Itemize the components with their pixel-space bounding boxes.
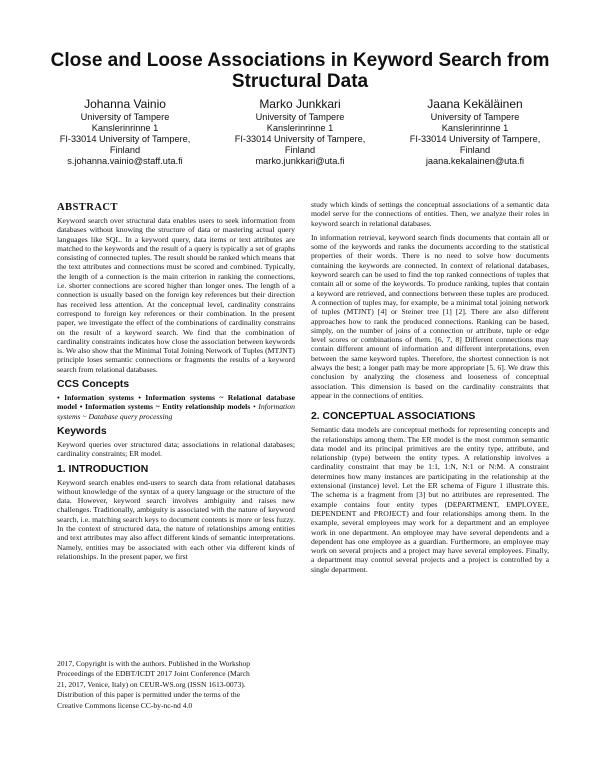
author-2 bbox=[215, 97, 385, 167]
copyright-line: 21, 2017, Venice, Italy) on CEUR-WS.org (ISSN 1613-0073). bbox=[57, 679, 246, 689]
author-email: jaana.kekalainen@uta.fi bbox=[425, 156, 525, 166]
author-3 bbox=[390, 97, 560, 167]
author-city: FI-33014 University of Tampere, bbox=[409, 134, 541, 144]
ccs-item: • Information systems ~ Relational database model bbox=[57, 393, 295, 412]
ccs-concepts bbox=[57, 393, 295, 421]
author-1 bbox=[40, 97, 210, 167]
author-affiliation: University of Tampere bbox=[80, 112, 170, 122]
author-name: Johanna Vainio bbox=[84, 97, 166, 111]
ccs-item: • Information systems bbox=[57, 393, 134, 403]
copyright-line: Proceedings of the EDBT/ICDT 2017 Joint Conference (March bbox=[57, 669, 250, 679]
author-name: Marko Junkkari bbox=[259, 97, 341, 111]
author-street: Kanslerinrinne 1 bbox=[441, 123, 509, 133]
copyright-line: Creative Commons license CC-by-nc-nd 4.0 bbox=[57, 700, 193, 710]
author-affiliation: University of Tampere bbox=[255, 112, 345, 122]
copyright-line: Distribution of this paper is permitted under the terms of the bbox=[57, 690, 241, 700]
author-country: Finland bbox=[109, 145, 141, 155]
keywords-text: Keyword queries over structured data; associations in relational databases; cardinality constraints; ER model. bbox=[57, 439, 295, 459]
conceptual-associations-text: Semantic data models are conceptual methods for representing concepts and the relationships among them. The ER model is the most common semantic data model and its principal primitives are the entity type, attribute, and relationship (type) between the entity types. A relationship involves a cardinality constraint that may be 1:1, 1:N, N:1 or N:M. A constraint determines how many instances are participating in the relationship at the extensional (instance) level. Let the ER schema of Figure 1 illustrate this. The schema is a fragment from [3] but no attributes are represented. The example contains four entity types (DEPARTMENT, EMPLOYEE, DEPENDENT and PROJECT) and four relationships among them. In the example, several employees may work for a department and an employee work in one department. An employee may have several dependents and a dependent has one employee as a guardian. Furthermore, an employee may work on several projects and a project may have several employees. Finally, a department may control several projects and a project is controlled by a single department. bbox=[311, 425, 549, 574]
ccs-item: • Information systems ~ Database query processing bbox=[57, 402, 295, 421]
conceptual-associations-heading: 2. CONCEPTUAL ASSOCIATIONS bbox=[311, 411, 476, 423]
intro-paragraph-2: In information retrieval, keyword search finds documents that contain all or some of the keywords and ranks the documents according to the statistical properties of their words. There is no need to solve how documents containing the keywords are connected. In context of relational databases, keyword search can be used to find the top ranked connections of tuples that contain all or some of the keywords. To produce ranking, tuples that contain a keyword are retrieved, and connections between these tuples are produced. A connection of tuples may, for example, be a minimal total joining network of tuples (MTJNT) [4] or Steiner tree [1] [2]. There are also different approaches how to rank the produced connections. Ranking can be based, simply, on the number of joins of a connection or attribute, tuple or edge level scores or combinations of them. [6, 7, 8] Different connections may contain different amount of information and different interpretations, even between the same keyword tuples. Therefore, the shortest connection is not always the best; a longer path may be more appropriate [5, 6]. We draw this conclusion by analyzing the closeness and looseness of conceptual association. This dimension is based on the cardinality constraints that appear in the connections of entities. bbox=[311, 232, 549, 400]
author-affiliation: University of Tampere bbox=[430, 112, 520, 122]
left-column bbox=[57, 202, 295, 566]
ccs-heading: CCS Concepts bbox=[57, 379, 130, 391]
author-name: Jaana Kekäläinen bbox=[427, 97, 523, 111]
author-block bbox=[40, 97, 560, 167]
abstract-heading: ABSTRACT bbox=[57, 202, 118, 213]
ccs-item: • Information systems ~ Entity relationship models bbox=[79, 402, 251, 412]
introduction-heading: 1. INTRODUCTION bbox=[57, 463, 149, 475]
author-street: Kanslerinrinne 1 bbox=[266, 123, 334, 133]
author-email: s.johanna.vainio@staff.uta.fi bbox=[67, 156, 183, 166]
author-email: marko.junkkari@uta.fi bbox=[255, 156, 345, 166]
intro-continued-text: study which kinds of settings the conceptual associations of a semantic data model serve for the connections of entities. Then, we analyze their roles in keyword search in relational databases. bbox=[311, 200, 549, 228]
copyright-notice bbox=[57, 659, 295, 711]
author-city: FI-33014 University of Tampere, bbox=[234, 134, 366, 144]
author-street: Kanslerinrinne 1 bbox=[91, 123, 159, 133]
right-column bbox=[311, 200, 549, 579]
abstract-text: Keyword search over structural data enables users to seek information from databases without knowing the structure of data or mastering actual query languages like SQL. In a keyword query, data items or text attributes are matched to the keywords and the result of a query is typically a set of graphs consisting of connected tuples. The result should be ranked which means that the text attributes and connections must be scored and combined. Typically, the length of a connection is the main criterion in ranking the connections, i.e. shorter connections are scored higher than longer ones. The length of a connection is usually based on the foreign key references but their direction has received less attention. At the conceptual level, cardinality constrains correspond to foreign key references or their combination. In the present paper, we investigate the effect of the combinations of cardinality constrains on the result of a keyword search. We find that the combination of cardinality constraints indicates how close the association between keywords is. We also show that the Minimal Total Joining Network of Tuples (MTJNT) principle loses semantic connections or fragments the results of a keyword search from relational databases. bbox=[57, 216, 295, 374]
author-country: Finland bbox=[459, 145, 491, 155]
paper-title: Close and Loose Associations in Keyword Search from Structural Data bbox=[50, 50, 550, 92]
introduction-text: Keyword search enables end-users to search data from relational databases without knowledge of the syntax of a query language or the structure of the data. However, keyword search involves ambiguity and raises new challenges. Traditionally, ambiguity is associated with the nature of keyword search, i.e. matching search keys to document contents is more or less fuzzy. In the context of structured data, the nature of relationships among entities and text attributes may also affect different kinds of semantic interpretations. Namely, entities may be associated with each other via different kinds of relationships. In the present paper, we first bbox=[57, 477, 295, 561]
keywords-heading: Keywords bbox=[57, 425, 107, 437]
author-country: Finland bbox=[284, 145, 316, 155]
author-city: FI-33014 University of Tampere, bbox=[59, 134, 191, 144]
copyright-line: 2017, Copyright is with the authors. Published in the Workshop bbox=[57, 659, 251, 668]
